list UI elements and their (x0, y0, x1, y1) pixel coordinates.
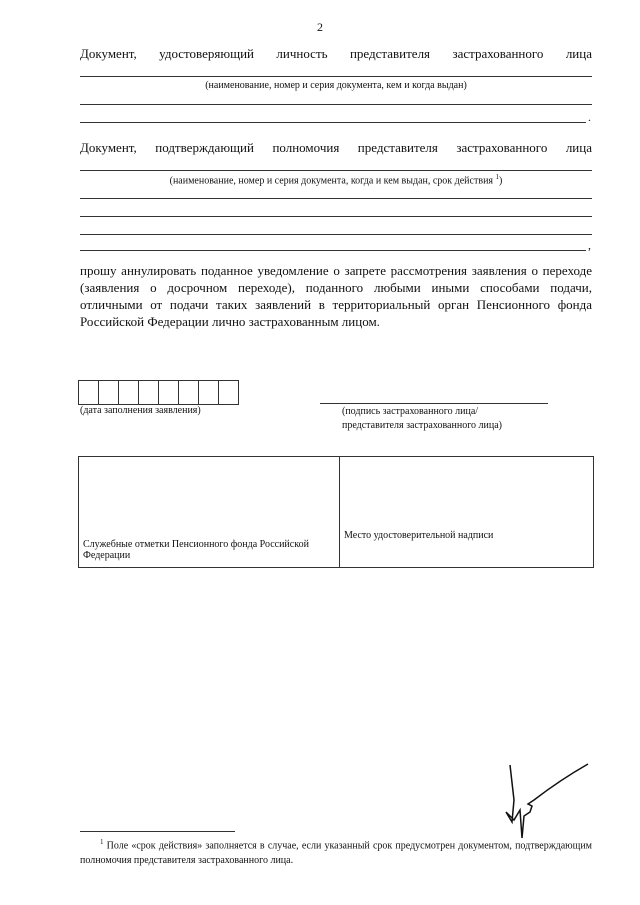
page-number: 2 (317, 20, 323, 34)
date-cell[interactable] (119, 381, 139, 404)
handwritten-signature (500, 760, 595, 845)
identity-document-caption: (наименование, номер и серия документа, кем и когда выдан) (205, 80, 467, 91)
end-mark: . (588, 110, 591, 124)
date-cell[interactable] (79, 381, 99, 404)
authority-document-label: Документ, подтверждающий полномочия представителя застрахованного лица (80, 140, 592, 155)
footnote-rule (80, 831, 235, 832)
service-marks-table (78, 456, 594, 568)
date-input-boxes[interactable] (78, 380, 239, 405)
end-mark: , (588, 238, 591, 252)
signature-caption-line-2: представителя застрахованного лица) (342, 420, 503, 431)
signature-caption (342, 405, 502, 433)
date-cell[interactable] (99, 381, 119, 404)
authority-document-field-5[interactable] (80, 250, 586, 251)
date-cell[interactable] (159, 381, 179, 404)
authority-document-field-3[interactable] (80, 216, 592, 217)
authority-document-field[interactable] (80, 170, 592, 171)
identity-document-field-3[interactable] (80, 122, 586, 123)
authority-document-caption (80, 173, 592, 186)
footnote-mark: 1 (100, 838, 104, 846)
request-paragraph: прошу аннулировать поданное уведомление о запрете рассмотрения заявления о переходе (заявления о досрочном переходе), поданного любыми иными способами подачи, отличными от подачи таких заявлений в территориальный орган Пенсионного фонда Российской Федерации лично застрахованным лицом. (80, 263, 592, 329)
authority-document-field-4[interactable] (80, 234, 592, 235)
footnote-text: Поле «срок действия» заполняется в случае, если указанный срок предусмотрен документом, подтверждающим полномочия представителя застрахованного лица. (80, 840, 592, 867)
date-cell[interactable] (139, 381, 159, 404)
caption-text: (наименование, номер и серия документа, когда и кем выдан, срок действия (169, 175, 494, 187)
caption-end: ) (499, 175, 503, 187)
signature-field[interactable] (320, 403, 548, 404)
certification-place-cell: Место удостоверительной надписи (340, 457, 594, 568)
footnote-ref: 1 (495, 173, 500, 181)
pfr-service-marks-cell: Служебные отметки Пенсионного фонда Российской Федерации (79, 457, 340, 568)
date-cell[interactable] (199, 381, 219, 404)
date-cell[interactable] (219, 381, 238, 404)
signature-caption-line-1: (подпись застрахованного лица/ (342, 406, 479, 417)
authority-document-field-2[interactable] (80, 198, 592, 199)
identity-document-field[interactable] (80, 76, 592, 77)
date-caption: (дата заполнения заявления) (80, 405, 201, 416)
footnote (80, 835, 592, 868)
date-cell[interactable] (179, 381, 199, 404)
identity-document-field-2[interactable] (80, 104, 592, 105)
identity-document-label: Документ, удостоверяющий личность представителя застрахованного лица (80, 46, 592, 61)
